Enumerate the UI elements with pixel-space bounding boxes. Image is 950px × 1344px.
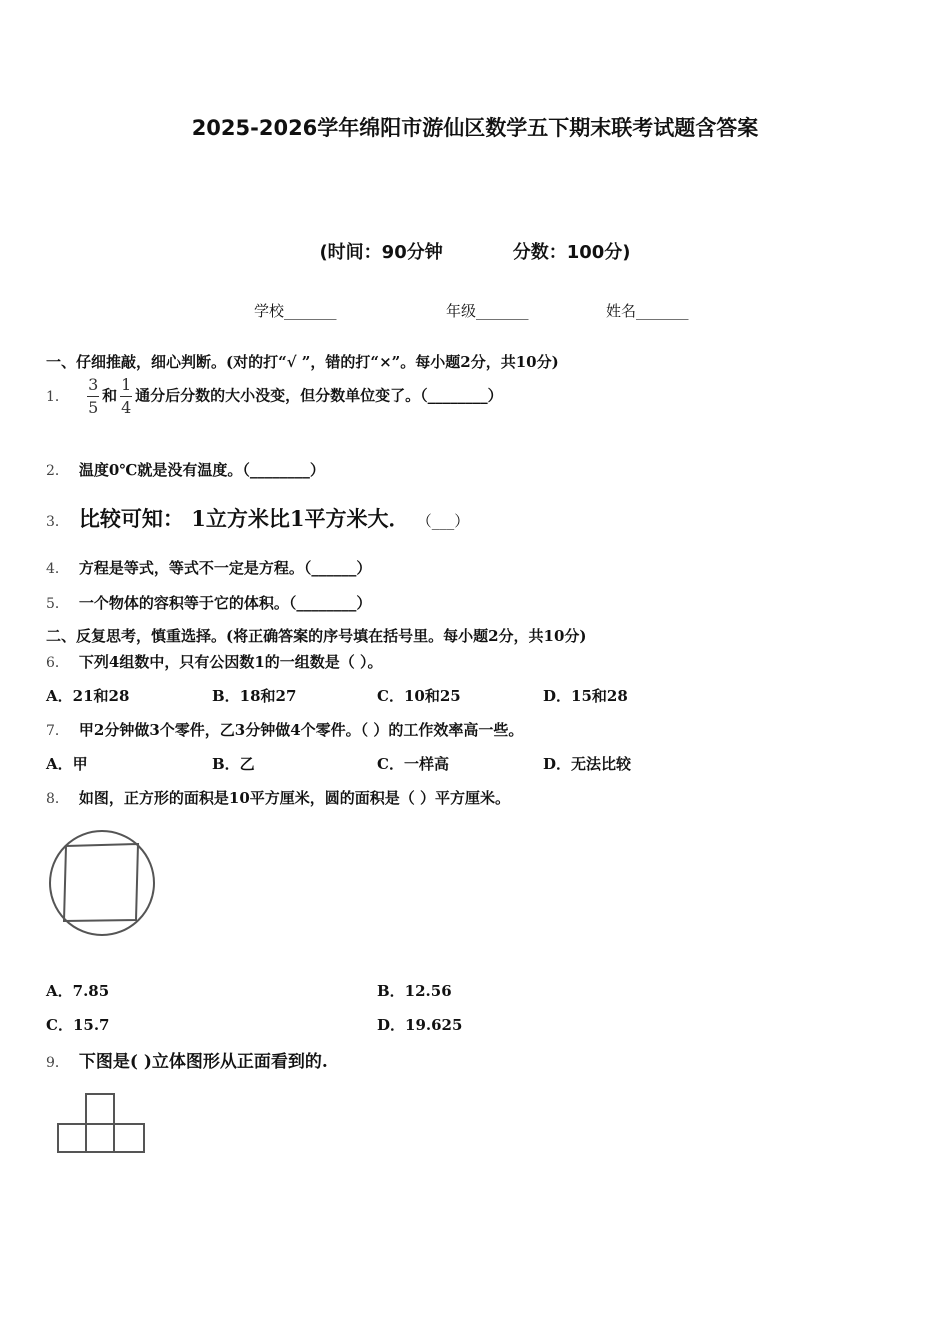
fraction-numerator: 1: [121, 375, 132, 394]
question-number: 2．: [46, 463, 69, 479]
option-a: A．甲: [46, 755, 88, 773]
question-number: 1．: [46, 388, 69, 405]
fraction-denominator: 4: [121, 398, 132, 417]
option-b: B．18和27: [212, 687, 297, 705]
question-8: [46, 787, 510, 808]
option-d: D．15和28: [543, 687, 628, 705]
fraction-denominator: 5: [88, 398, 99, 417]
option-a: A．7.85: [46, 982, 110, 1000]
question-text: 下图是( )立体图形从正面看到的.: [78, 1052, 328, 1072]
question-text: 温度0℃就是没有温度。（________）: [78, 461, 325, 479]
question-text: 如图，正方形的面积是10平方厘米，圆的面积是（ ）平方厘米。: [78, 789, 511, 807]
option-c: C．10和25: [377, 687, 461, 705]
option-d: D．无法比较: [543, 755, 632, 773]
question-number: 8．: [46, 791, 69, 807]
circle-square-figure: [46, 826, 158, 940]
option-c: C．15.7: [46, 1016, 110, 1034]
front-view-figure: [54, 1090, 150, 1156]
question-number: 3．: [46, 514, 69, 530]
fraction-numerator: 3: [88, 375, 99, 394]
question-number: 5．: [46, 596, 69, 612]
question-4: [46, 557, 371, 578]
name-field: 姓名_______: [606, 302, 689, 320]
question-number: 7．: [46, 723, 69, 739]
option-b: B．12.56: [377, 982, 452, 1000]
fraction-3-5: [87, 376, 99, 417]
question-number: 6．: [46, 655, 69, 671]
question-text: 通分后分数的大小没变，但分数单位变了。（________）: [135, 386, 503, 405]
section-one-heading: 一、仔细推敲，细心判断。(对的打“√ ”，错的打“×”。每小题2分，共10分): [46, 353, 559, 371]
question-text: 比较可知： 1立方米比1平方米大．: [78, 506, 410, 531]
top-cube: [86, 1094, 114, 1124]
question-number: 4．: [46, 561, 69, 577]
question-6: [46, 651, 383, 672]
middle-cube: [86, 1124, 114, 1152]
answer-blank: （___）: [416, 512, 470, 530]
school-field: 学校_______: [254, 302, 337, 320]
question-text: 方程是等式，等式不一定是方程。（______）: [78, 559, 372, 577]
square-shape: [64, 844, 138, 921]
fraction-1-4: [120, 376, 132, 417]
fraction-bar: [120, 396, 132, 397]
question-number: 9．: [46, 1055, 69, 1071]
section-two-heading: 二、反复思考，慎重选择。(将正确答案的序号填在括号里。每小题2分，共10分): [46, 627, 587, 645]
exam-time: (时间：90分钟: [319, 242, 443, 263]
left-cube: [58, 1124, 86, 1152]
question-3: [46, 503, 469, 533]
fraction-bar: [87, 396, 99, 397]
option-c: C．一样高: [377, 755, 449, 773]
option-b: B．乙: [212, 755, 255, 773]
question-9: [46, 1047, 328, 1072]
page-title: 2025-2026学年绵阳市游仙区数学五下期末联考试题含答案: [191, 116, 759, 140]
question-text: 一个物体的容积等于它的体积。（________）: [78, 594, 372, 612]
question-7: [46, 719, 523, 740]
question-5: [46, 592, 371, 613]
question-text: 下列4组数中，只有公因数1的一组数是（ ）。: [78, 653, 383, 671]
exam-meta: [0, 238, 950, 264]
exam-score: 分数：100分): [512, 242, 631, 263]
question-text: 和: [102, 386, 118, 405]
option-d: D．19.625: [377, 1016, 463, 1034]
right-cube: [114, 1124, 144, 1152]
question-2: [46, 459, 325, 480]
question-text: 甲2分钟做3个零件，乙3分钟做4个零件。（ ）的工作效率高一些。: [78, 721, 524, 739]
question-1: [46, 376, 503, 417]
grade-field: 年级_______: [446, 302, 529, 320]
option-a: A．21和28: [46, 687, 130, 705]
